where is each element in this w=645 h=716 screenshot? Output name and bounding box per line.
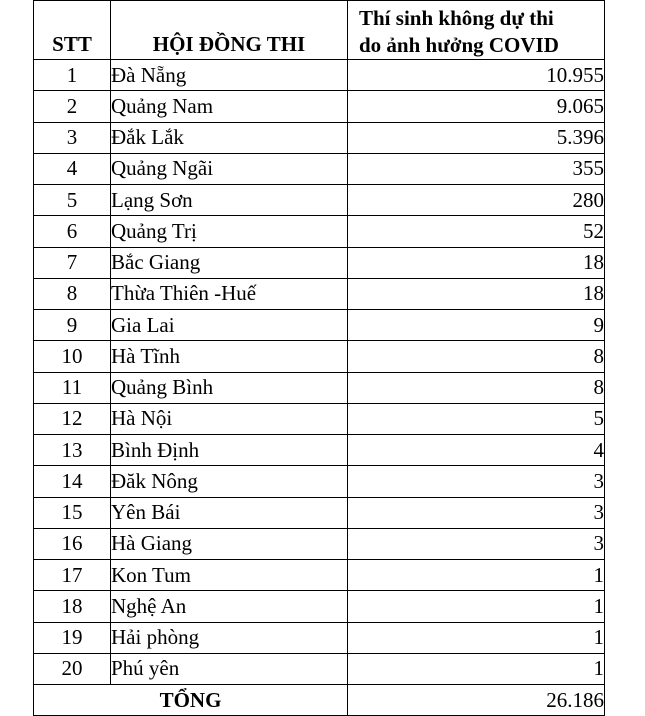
row-count: 1 <box>348 591 605 622</box>
table-row <box>34 591 605 622</box>
table-row <box>34 435 605 466</box>
page-edge-mark <box>6 708 46 714</box>
row-council: Hà Tĩnh <box>111 341 348 372</box>
total-value: 26.186 <box>348 685 605 716</box>
row-stt: 7 <box>34 247 111 278</box>
row-council: Quảng Ngãi <box>111 153 348 184</box>
table-row <box>34 247 605 278</box>
row-stt: 16 <box>34 528 111 559</box>
row-council: Bắc Giang <box>111 247 348 278</box>
row-council: Đắk Lắk <box>111 122 348 153</box>
row-count: 3 <box>348 497 605 528</box>
row-council: Nghệ An <box>111 591 348 622</box>
table-footer <box>34 685 605 716</box>
row-count: 280 <box>348 185 605 216</box>
table-row <box>34 310 605 341</box>
header-count-line2: do ảnh hưởng COVID <box>359 33 559 57</box>
row-count: 8 <box>348 341 605 372</box>
table-row <box>34 216 605 247</box>
header-count <box>348 1 605 60</box>
row-stt: 15 <box>34 497 111 528</box>
row-count: 3 <box>348 528 605 559</box>
row-stt: 10 <box>34 341 111 372</box>
table-row <box>34 278 605 309</box>
header-row <box>34 1 605 60</box>
table-row <box>34 560 605 591</box>
table-row <box>34 60 605 91</box>
row-council: Quảng Trị <box>111 216 348 247</box>
row-council: Đăk Nông <box>111 466 348 497</box>
row-count: 10.955 <box>348 60 605 91</box>
table-row <box>34 372 605 403</box>
row-count: 18 <box>348 247 605 278</box>
row-council: Quảng Bình <box>111 372 348 403</box>
row-count: 3 <box>348 466 605 497</box>
row-stt: 3 <box>34 122 111 153</box>
row-count: 5 <box>348 403 605 434</box>
table-header <box>34 1 605 60</box>
row-council: Hà Nội <box>111 403 348 434</box>
row-council: Hà Giang <box>111 528 348 559</box>
row-stt: 20 <box>34 653 111 684</box>
table-row <box>34 653 605 684</box>
table-row <box>34 91 605 122</box>
row-stt: 1 <box>34 60 111 91</box>
table-row <box>34 497 605 528</box>
row-stt: 19 <box>34 622 111 653</box>
row-stt: 17 <box>34 560 111 591</box>
row-count: 9 <box>348 310 605 341</box>
row-count: 5.396 <box>348 122 605 153</box>
row-stt: 14 <box>34 466 111 497</box>
covid-absentee-table <box>33 0 605 716</box>
row-council: Yên Bái <box>111 497 348 528</box>
row-count: 1 <box>348 653 605 684</box>
row-council: Hải phòng <box>111 622 348 653</box>
header-stt: STT <box>34 1 111 60</box>
row-council: Phú yên <box>111 653 348 684</box>
row-count: 1 <box>348 622 605 653</box>
row-stt: 18 <box>34 591 111 622</box>
row-council: Gia Lai <box>111 310 348 341</box>
row-count: 1 <box>348 560 605 591</box>
row-council: Thừa Thiên -Huế <box>111 278 348 309</box>
row-count: 8 <box>348 372 605 403</box>
row-stt: 9 <box>34 310 111 341</box>
row-count: 52 <box>348 216 605 247</box>
row-council: Bình Định <box>111 435 348 466</box>
table-row <box>34 185 605 216</box>
row-stt: 2 <box>34 91 111 122</box>
header-council: HỘI ĐỒNG THI <box>111 1 348 60</box>
row-stt: 11 <box>34 372 111 403</box>
row-count: 355 <box>348 153 605 184</box>
table-body <box>34 60 605 685</box>
total-label: TỔNG <box>34 685 348 716</box>
row-council: Quảng Nam <box>111 91 348 122</box>
row-count: 4 <box>348 435 605 466</box>
table-row <box>34 341 605 372</box>
table-row <box>34 528 605 559</box>
table-row <box>34 622 605 653</box>
table-row <box>34 403 605 434</box>
table-row <box>34 466 605 497</box>
row-stt: 8 <box>34 278 111 309</box>
header-count-line1: Thí sinh không dự thi <box>359 6 554 30</box>
row-count: 18 <box>348 278 605 309</box>
row-stt: 4 <box>34 153 111 184</box>
row-stt: 6 <box>34 216 111 247</box>
table-row <box>34 153 605 184</box>
row-council: Đà Nẵng <box>111 60 348 91</box>
row-stt: 13 <box>34 435 111 466</box>
row-council: Lạng Sơn <box>111 185 348 216</box>
total-row <box>34 685 605 716</box>
row-stt: 12 <box>34 403 111 434</box>
row-count: 9.065 <box>348 91 605 122</box>
row-council: Kon Tum <box>111 560 348 591</box>
row-stt: 5 <box>34 185 111 216</box>
table-row <box>34 122 605 153</box>
